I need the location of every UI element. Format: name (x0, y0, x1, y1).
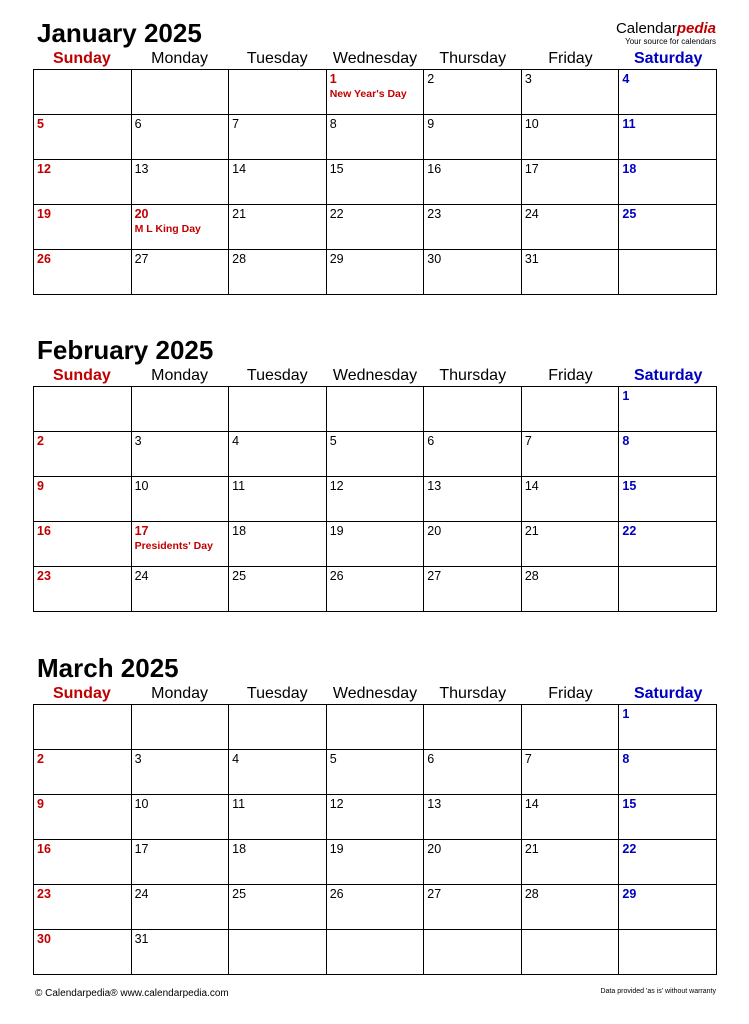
day-cell (326, 432, 424, 477)
week-row (34, 885, 717, 930)
day-cell (424, 70, 522, 115)
day-number: 7 (524, 752, 532, 766)
day-number: 21 (232, 207, 247, 221)
day-cell (619, 160, 717, 205)
week-row (34, 205, 717, 250)
day-number: 25 (232, 887, 247, 901)
day-cell (229, 115, 327, 160)
day-cell (521, 115, 619, 160)
day-cell (521, 522, 619, 567)
weekday-header-tuesday: Tuesday (246, 685, 308, 702)
week-row (34, 705, 717, 750)
day-cell (131, 477, 229, 522)
day-number: 13 (134, 162, 149, 176)
month-grid (33, 704, 717, 975)
weekday-header-saturday: Saturday (633, 685, 703, 702)
empty-day-cell (424, 387, 522, 432)
day-cell (424, 477, 522, 522)
day-number: 11 (622, 117, 636, 131)
brand-name (616, 20, 716, 37)
day-cell (326, 795, 424, 840)
weekday-header-tuesday: Tuesday (246, 367, 308, 384)
weekday-header-wednesday: Wednesday (332, 367, 418, 384)
day-number: 5 (329, 434, 337, 448)
empty-day-cell (521, 387, 619, 432)
day-cell (521, 840, 619, 885)
day-number: 5 (329, 752, 337, 766)
day-cell (326, 522, 424, 567)
day-cell (34, 930, 132, 975)
day-number: 28 (232, 252, 247, 266)
day-cell (424, 840, 522, 885)
day-cell (131, 522, 229, 567)
weekday-header-monday: Monday (151, 685, 209, 702)
empty-day-cell (619, 930, 717, 975)
day-number: 18 (622, 162, 637, 176)
day-cell (619, 115, 717, 160)
day-cell (521, 160, 619, 205)
day-cell (619, 477, 717, 522)
day-cell (229, 795, 327, 840)
day-cell (326, 115, 424, 160)
day-number: 20 (427, 842, 442, 856)
weekday-header-row (33, 366, 717, 386)
brand-tagline: Your source for calendars (625, 37, 716, 46)
day-cell (229, 840, 327, 885)
day-number: 3 (134, 752, 142, 766)
day-cell (521, 750, 619, 795)
day-cell (521, 250, 619, 295)
day-number: 22 (622, 524, 637, 538)
empty-day-cell (619, 567, 717, 612)
footer-disclaimer: Data provided 'as is' without warranty (600, 988, 716, 995)
day-cell (131, 160, 229, 205)
day-number: 13 (427, 479, 442, 493)
day-number: 21 (524, 842, 539, 856)
day-number: 28 (524, 569, 539, 583)
month-title: February 2025 (37, 335, 214, 365)
day-cell (424, 885, 522, 930)
day-number: 22 (622, 842, 637, 856)
day-cell (326, 70, 424, 115)
empty-day-cell (424, 930, 522, 975)
week-row (34, 840, 717, 885)
day-cell (229, 160, 327, 205)
day-number: 5 (37, 117, 44, 131)
day-cell (229, 432, 327, 477)
day-number: 31 (134, 932, 149, 946)
day-cell (619, 522, 717, 567)
day-cell (229, 250, 327, 295)
weekday-header-monday: Monday (151, 50, 209, 67)
day-cell (229, 750, 327, 795)
day-number: 17 (134, 524, 149, 538)
day-number: 25 (622, 207, 637, 221)
day-cell (229, 477, 327, 522)
day-number: 9 (37, 479, 44, 493)
day-cell (131, 840, 229, 885)
weekday-header-row (33, 49, 717, 69)
day-cell (619, 885, 717, 930)
day-number: 6 (134, 117, 142, 131)
day-cell (326, 205, 424, 250)
weekday-header-row (33, 684, 717, 704)
day-cell (619, 705, 717, 750)
day-cell (521, 795, 619, 840)
day-number: 12 (329, 479, 344, 493)
week-row (34, 432, 717, 477)
empty-day-cell (131, 387, 229, 432)
day-cell (619, 840, 717, 885)
day-number: 22 (329, 207, 344, 221)
day-number: 29 (329, 252, 344, 266)
day-cell (521, 70, 619, 115)
empty-day-cell (619, 250, 717, 295)
day-cell (326, 750, 424, 795)
empty-day-cell (131, 70, 229, 115)
day-number: 19 (37, 207, 51, 221)
day-number: 26 (37, 252, 51, 266)
day-cell (34, 750, 132, 795)
month-grid (33, 386, 717, 612)
day-cell (34, 205, 132, 250)
day-number: 17 (134, 842, 149, 856)
day-cell (131, 885, 229, 930)
weekday-header-sunday: Sunday (52, 685, 111, 702)
day-number: 29 (622, 887, 637, 901)
day-number: 1 (329, 72, 337, 86)
day-number: 10 (134, 479, 149, 493)
day-number: 30 (427, 252, 442, 266)
day-number: 4 (232, 752, 240, 766)
week-row (34, 567, 717, 612)
brand-name-accent: pedia (676, 20, 716, 37)
empty-day-cell (34, 705, 132, 750)
weekday-header-sunday: Sunday (52, 367, 111, 384)
day-number: 23 (37, 887, 51, 901)
day-number: 19 (329, 842, 344, 856)
day-number: 21 (524, 524, 539, 538)
weekday-header-monday: Monday (151, 367, 209, 384)
day-cell (34, 250, 132, 295)
day-cell (131, 432, 229, 477)
day-number: 20 (427, 524, 442, 538)
empty-day-cell (34, 70, 132, 115)
day-cell (131, 567, 229, 612)
day-cell (131, 750, 229, 795)
day-cell (326, 160, 424, 205)
weekday-header-wednesday: Wednesday (332, 685, 418, 702)
day-number: 2 (37, 752, 44, 766)
weekday-header-friday: Friday (548, 50, 593, 67)
day-cell (424, 795, 522, 840)
day-number: 14 (524, 479, 539, 493)
day-cell (326, 567, 424, 612)
footer-copyright: © Calendarpedia® www.calendarpedia.com (35, 988, 229, 999)
day-number: 7 (524, 434, 532, 448)
day-number: 16 (427, 162, 442, 176)
day-number: 13 (427, 797, 442, 811)
day-cell (619, 205, 717, 250)
day-number: 4 (622, 72, 630, 86)
weekday-header-friday: Friday (548, 685, 593, 702)
day-cell (34, 840, 132, 885)
empty-day-cell (326, 930, 424, 975)
empty-day-cell (229, 705, 327, 750)
day-number: 27 (134, 252, 149, 266)
day-cell (619, 750, 717, 795)
day-cell (34, 522, 132, 567)
day-number: 8 (622, 752, 630, 766)
day-number: 26 (329, 569, 344, 583)
day-number: 10 (134, 797, 149, 811)
day-number: 17 (524, 162, 539, 176)
week-row (34, 477, 717, 522)
day-number: 9 (427, 117, 435, 131)
day-cell (424, 250, 522, 295)
day-cell (619, 387, 717, 432)
day-number: 15 (622, 797, 637, 811)
empty-day-cell (229, 70, 327, 115)
day-cell (131, 250, 229, 295)
day-number: 24 (524, 207, 539, 221)
day-number: 1 (622, 389, 630, 403)
day-number: 6 (427, 752, 435, 766)
day-number: 23 (37, 569, 51, 583)
day-cell (34, 567, 132, 612)
day-number: 15 (622, 479, 637, 493)
empty-day-cell (131, 705, 229, 750)
day-cell (521, 432, 619, 477)
brand-logo (616, 20, 716, 46)
day-number: 10 (524, 117, 539, 131)
day-number: 27 (427, 887, 442, 901)
day-number: 27 (427, 569, 442, 583)
empty-day-cell (521, 930, 619, 975)
day-number: 12 (329, 797, 344, 811)
day-cell (326, 885, 424, 930)
empty-day-cell (229, 387, 327, 432)
week-row (34, 250, 717, 295)
empty-day-cell (326, 387, 424, 432)
day-cell (229, 567, 327, 612)
day-number: 7 (232, 117, 240, 131)
day-number: 18 (232, 842, 247, 856)
day-number: 30 (37, 932, 51, 946)
day-number: 2 (427, 72, 435, 86)
day-cell (619, 795, 717, 840)
day-number: 8 (622, 434, 630, 448)
empty-day-cell (34, 387, 132, 432)
weekday-header-saturday: Saturday (633, 367, 703, 384)
day-number: 1 (622, 707, 630, 721)
day-number: 6 (427, 434, 435, 448)
weekday-header-thursday: Thursday (439, 50, 507, 67)
week-row (34, 795, 717, 840)
day-cell (326, 477, 424, 522)
empty-day-cell (326, 705, 424, 750)
week-row (34, 115, 717, 160)
brand-name-part: Calendar (615, 20, 677, 37)
day-number: 16 (37, 842, 51, 856)
day-number: 2 (37, 434, 44, 448)
day-cell (326, 250, 424, 295)
weekday-header-saturday: Saturday (633, 50, 703, 67)
weekday-header-tuesday: Tuesday (246, 50, 308, 67)
day-cell (131, 115, 229, 160)
day-number: 3 (524, 72, 532, 86)
month-title: January 2025 (37, 18, 202, 48)
weekday-header-wednesday: Wednesday (332, 50, 418, 67)
day-cell (619, 70, 717, 115)
month-grid (33, 69, 717, 295)
day-number: 11 (232, 797, 246, 811)
day-number: 20 (134, 207, 149, 221)
day-number: 16 (37, 524, 51, 538)
week-row (34, 160, 717, 205)
day-number: 14 (524, 797, 539, 811)
day-number: 8 (329, 117, 337, 131)
day-number: 31 (524, 252, 539, 266)
weekday-header-sunday: Sunday (52, 50, 111, 67)
week-row (34, 387, 717, 432)
day-cell (34, 115, 132, 160)
day-cell (521, 477, 619, 522)
day-number: 15 (329, 162, 344, 176)
day-cell (619, 432, 717, 477)
day-cell (131, 795, 229, 840)
week-row (34, 930, 717, 975)
empty-day-cell (424, 705, 522, 750)
holiday-label: New Year's Day (329, 88, 407, 100)
week-row (34, 522, 717, 567)
week-row (34, 750, 717, 795)
day-number: 18 (232, 524, 247, 538)
day-cell (521, 885, 619, 930)
day-number: 24 (134, 569, 149, 583)
day-cell (326, 840, 424, 885)
weekday-header-thursday: Thursday (439, 367, 507, 384)
month-title: March 2025 (37, 653, 179, 683)
day-number: 14 (232, 162, 247, 176)
day-cell (34, 795, 132, 840)
day-cell (424, 750, 522, 795)
day-cell (424, 115, 522, 160)
day-number: 12 (37, 162, 51, 176)
week-row (34, 70, 717, 115)
day-number: 4 (232, 434, 240, 448)
day-cell (34, 432, 132, 477)
holiday-label: Presidents' Day (134, 540, 213, 552)
empty-day-cell (521, 705, 619, 750)
day-number: 24 (134, 887, 149, 901)
day-number: 9 (37, 797, 44, 811)
day-cell (424, 522, 522, 567)
day-cell (229, 885, 327, 930)
day-cell (424, 205, 522, 250)
day-cell (131, 205, 229, 250)
day-cell (424, 432, 522, 477)
day-cell (229, 205, 327, 250)
day-cell (229, 522, 327, 567)
day-cell (131, 930, 229, 975)
day-number: 3 (134, 434, 142, 448)
holiday-label: M L King Day (134, 223, 201, 235)
day-number: 25 (232, 569, 247, 583)
weekday-header-thursday: Thursday (439, 685, 507, 702)
day-number: 26 (329, 887, 344, 901)
empty-day-cell (229, 930, 327, 975)
day-number: 23 (427, 207, 442, 221)
day-cell (34, 885, 132, 930)
day-cell (521, 205, 619, 250)
weekday-header-friday: Friday (548, 367, 593, 384)
day-cell (34, 160, 132, 205)
day-number: 19 (329, 524, 344, 538)
day-cell (521, 567, 619, 612)
day-cell (424, 567, 522, 612)
day-number: 11 (232, 479, 246, 493)
day-number: 28 (524, 887, 539, 901)
day-cell (424, 160, 522, 205)
day-cell (34, 477, 132, 522)
